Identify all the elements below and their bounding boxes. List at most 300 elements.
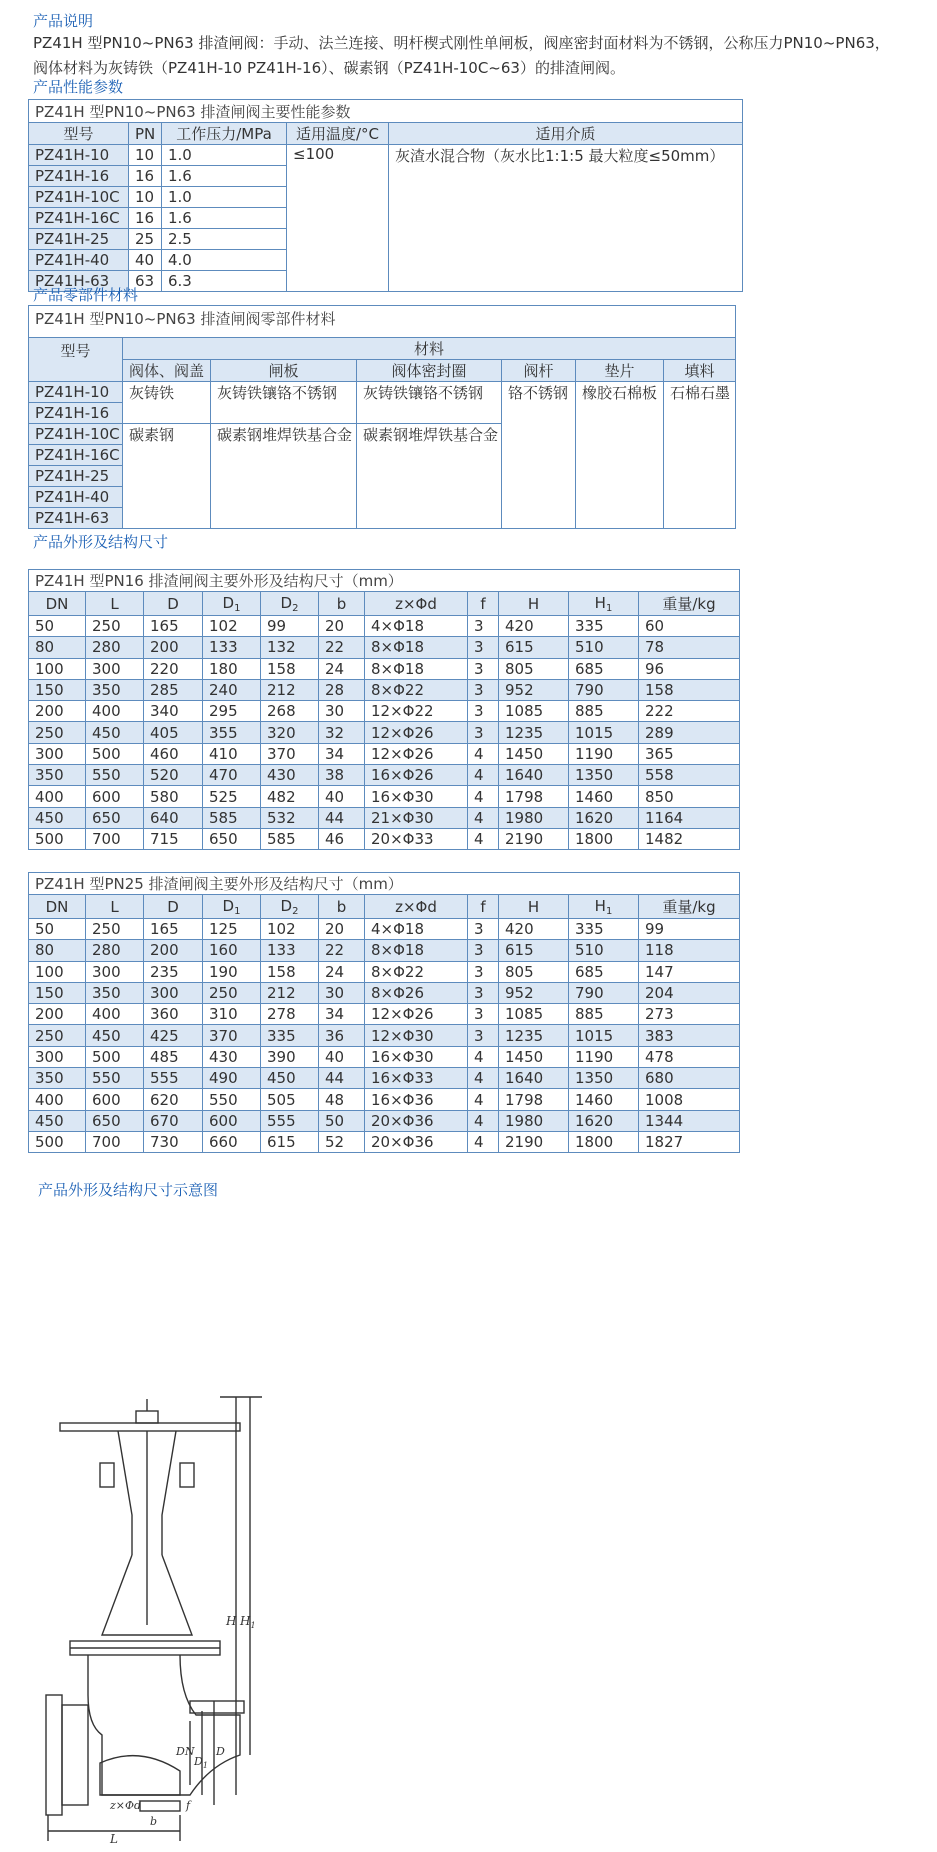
f-cell: 4 [468, 1068, 499, 1089]
dn-cell: 400 [29, 1089, 86, 1110]
zd-cell: 12×Φ22 [365, 701, 468, 722]
zd-cell: 8×Φ22 [365, 679, 468, 700]
d-cell: 485 [144, 1046, 203, 1067]
part-header-packing: 填料 [664, 360, 736, 382]
materials-model-header: 型号 [29, 338, 123, 382]
group1-seat: 灰铸铁镶铬不锈钢 [357, 382, 502, 424]
d2-cell: 430 [261, 765, 319, 786]
col-d1-text: D [222, 896, 235, 915]
h-cell: 1085 [499, 701, 569, 722]
h-cell: 952 [499, 679, 569, 700]
d1-cell: 240 [203, 679, 261, 700]
intro-line-1: PZ41H 型PN10~PN63 排渣闸阀：手动、法兰连接、明杆楔式刚性单闸板，阀座密封面材料为不锈钢，公称压力PN10~PN63， [33, 34, 890, 52]
weight-cell: 850 [639, 786, 740, 807]
d1-cell: 470 [203, 765, 261, 786]
weight-cell: 1827 [639, 1131, 740, 1152]
h-cell: 1640 [499, 1068, 569, 1089]
h1-cell: 1350 [569, 1068, 639, 1089]
zd-cell: 4×Φ18 [365, 616, 468, 637]
d1-cell: 160 [203, 940, 261, 961]
pressure-cell: 1.6 [162, 208, 287, 229]
d1-cell: 525 [203, 786, 261, 807]
pressure-cell: 1.0 [162, 187, 287, 208]
label-zd: z×Φd [110, 1799, 142, 1812]
f-cell: 3 [468, 722, 499, 743]
material-model: PZ41H-63 [29, 508, 123, 529]
weight-cell: 78 [639, 637, 740, 658]
weight-cell: 158 [639, 679, 740, 700]
col-h1 [569, 895, 639, 919]
materials-heading: 产品零部件材料 [33, 286, 139, 304]
header-model: 型号 [29, 123, 129, 145]
col-weight: 重量/kg [639, 895, 740, 919]
part-header-gate: 闸板 [211, 360, 357, 382]
dn-cell: 350 [29, 765, 86, 786]
f-cell: 4 [468, 786, 499, 807]
yoke-bolt-left [100, 1463, 114, 1487]
label-h1-text: H [240, 1614, 251, 1628]
material-model: PZ41H-40 [29, 487, 123, 508]
h-cell: 615 [499, 940, 569, 961]
dn-cell: 100 [29, 961, 86, 982]
diagram-heading: 产品外形及结构尺寸示意图 [38, 1181, 219, 1199]
l-cell: 700 [86, 1131, 144, 1152]
col-b: b [319, 895, 365, 919]
h1-cell: 1015 [569, 1025, 639, 1046]
l-cell: 550 [86, 765, 144, 786]
label-d: D [216, 1745, 225, 1758]
col-h1-text: H [594, 896, 606, 915]
d-cell: 360 [144, 1004, 203, 1025]
pressure-cell: 2.5 [162, 229, 287, 250]
d2-cell: 450 [261, 1068, 319, 1089]
zd-cell: 12×Φ26 [365, 722, 468, 743]
label-h: H [226, 1614, 237, 1628]
b-cell: 44 [319, 807, 365, 828]
col-d2-text: D [280, 593, 293, 612]
f-cell: 4 [468, 828, 499, 849]
valve-diagram [40, 1395, 280, 1847]
dn-cell: 200 [29, 701, 86, 722]
d2-cell: 335 [261, 1025, 319, 1046]
label-d1-sub: 1 [202, 1761, 208, 1770]
d2-cell: 102 [261, 919, 319, 940]
l-cell: 650 [86, 807, 144, 828]
d1-cell: 650 [203, 828, 261, 849]
d2-cell: 212 [261, 982, 319, 1003]
pn-cell: 63 [129, 271, 162, 292]
dn-cell: 80 [29, 940, 86, 961]
label-b: b [150, 1815, 158, 1828]
l-cell: 500 [86, 1046, 144, 1067]
label-d1 [193, 1755, 208, 1770]
h1-cell: 885 [569, 701, 639, 722]
l-cell: 350 [86, 982, 144, 1003]
wedge [100, 1756, 180, 1795]
h-cell: 1450 [499, 1046, 569, 1067]
dimension-row [29, 940, 740, 961]
pressure-cell: 4.0 [162, 250, 287, 271]
f-cell: 3 [468, 1004, 499, 1025]
weight-cell: 96 [639, 658, 740, 679]
pn-cell: 25 [129, 229, 162, 250]
l-cell: 350 [86, 679, 144, 700]
dimension-row [29, 1110, 740, 1131]
part-header-gasket: 垫片 [576, 360, 664, 382]
d2-cell: 505 [261, 1089, 319, 1110]
label-dn: DN [176, 1745, 195, 1758]
model-cell: PZ41H-40 [29, 250, 129, 271]
l-cell: 600 [86, 786, 144, 807]
b-cell: 24 [319, 658, 365, 679]
weight-cell: 1344 [639, 1110, 740, 1131]
d2-cell: 133 [261, 940, 319, 961]
model-cell: PZ41H-10 [29, 145, 129, 166]
col-f: f [468, 592, 499, 616]
dn-cell: 500 [29, 828, 86, 849]
dimension-row [29, 1025, 740, 1046]
dimension-row [29, 786, 740, 807]
d-cell: 580 [144, 786, 203, 807]
l-cell: 280 [86, 940, 144, 961]
weight-cell: 60 [639, 616, 740, 637]
f-cell: 3 [468, 961, 499, 982]
l-cell: 550 [86, 1068, 144, 1089]
f-cell: 3 [468, 940, 499, 961]
dn-cell: 450 [29, 1110, 86, 1131]
h-cell: 2190 [499, 828, 569, 849]
d1-cell: 310 [203, 1004, 261, 1025]
h1-cell: 1460 [569, 786, 639, 807]
d1-cell: 355 [203, 722, 261, 743]
d-cell: 715 [144, 828, 203, 849]
weight-cell: 118 [639, 940, 740, 961]
b-cell: 32 [319, 722, 365, 743]
h1-cell: 1190 [569, 743, 639, 764]
header-temperature: 适用温度/°C [287, 123, 389, 145]
d-cell: 555 [144, 1068, 203, 1089]
d1-cell: 410 [203, 743, 261, 764]
dn-cell: 350 [29, 1068, 86, 1089]
label-l: L [110, 1832, 118, 1846]
d2-cell: 212 [261, 679, 319, 700]
col-weight: 重量/kg [639, 592, 740, 616]
d-cell: 285 [144, 679, 203, 700]
part-header-seat: 阀体密封圈 [357, 360, 502, 382]
f-cell: 4 [468, 765, 499, 786]
dn-cell: 300 [29, 1046, 86, 1067]
header-medium: 适用介质 [389, 123, 743, 145]
h1-cell: 335 [569, 919, 639, 940]
l-cell: 700 [86, 828, 144, 849]
col-d1-text: D [222, 593, 235, 612]
h1-cell: 1620 [569, 1110, 639, 1131]
l-cell: 250 [86, 616, 144, 637]
f-cell: 3 [468, 982, 499, 1003]
h-cell: 1980 [499, 1110, 569, 1131]
dimension-row [29, 658, 740, 679]
dimensions-heading: 产品外形及结构尺寸 [33, 533, 169, 551]
col-d2-sub: 2 [292, 905, 299, 917]
pn25-table [28, 872, 740, 1153]
b-cell: 48 [319, 1089, 365, 1110]
zd-cell: 21×Φ30 [365, 807, 468, 828]
dimension-row [29, 743, 740, 764]
f-cell: 3 [468, 1025, 499, 1046]
d-cell: 640 [144, 807, 203, 828]
col-f: f [468, 895, 499, 919]
dimension-row [29, 982, 740, 1003]
d1-cell: 125 [203, 919, 261, 940]
dimension-row [29, 828, 740, 849]
model-cell: PZ41H-10C [29, 187, 129, 208]
l-cell: 250 [86, 919, 144, 940]
b-cell: 22 [319, 940, 365, 961]
zd-cell: 4×Φ18 [365, 919, 468, 940]
dn-cell: 50 [29, 616, 86, 637]
h-cell: 1640 [499, 765, 569, 786]
b-cell: 52 [319, 1131, 365, 1152]
flange-bolt [140, 1801, 180, 1811]
d-cell: 220 [144, 658, 203, 679]
f-cell: 4 [468, 1046, 499, 1067]
group2-gate: 碳素钢堆焊铁基合金 [211, 424, 357, 529]
h-cell: 805 [499, 658, 569, 679]
group2-seat: 碳素钢堆焊铁基合金 [357, 424, 502, 529]
h1-cell: 1800 [569, 1131, 639, 1152]
dimension-row [29, 701, 740, 722]
zd-cell: 20×Φ33 [365, 828, 468, 849]
d2-cell: 555 [261, 1110, 319, 1131]
zd-cell: 16×Φ26 [365, 765, 468, 786]
zd-cell: 16×Φ33 [365, 1068, 468, 1089]
l-cell: 300 [86, 961, 144, 982]
l-cell: 450 [86, 722, 144, 743]
d-cell: 460 [144, 743, 203, 764]
col-h1 [569, 592, 639, 616]
d2-cell: 99 [261, 616, 319, 637]
h1-cell: 685 [569, 658, 639, 679]
b-cell: 36 [319, 1025, 365, 1046]
h-cell: 1235 [499, 1025, 569, 1046]
weight-cell: 1482 [639, 828, 740, 849]
dn-cell: 500 [29, 1131, 86, 1152]
materials-table [28, 305, 736, 529]
zd-cell: 12×Φ26 [365, 743, 468, 764]
pressure-cell: 1.0 [162, 145, 287, 166]
b-cell: 30 [319, 982, 365, 1003]
weight-cell: 1008 [639, 1089, 740, 1110]
h1-cell: 510 [569, 940, 639, 961]
l-cell: 400 [86, 1004, 144, 1025]
performance-caption: PZ41H 型PN10~PN63 排渣闸阀主要性能参数 [29, 100, 743, 123]
weight-cell: 222 [639, 701, 740, 722]
h1-cell: 510 [569, 637, 639, 658]
col-b: b [319, 592, 365, 616]
col-d1 [203, 592, 261, 616]
zd-cell: 8×Φ18 [365, 658, 468, 679]
h1-cell: 790 [569, 982, 639, 1003]
col-d: D [144, 592, 203, 616]
intro-line-2: 阀体材料为灰铸铁（PZ41H-10 PZ41H-16）、碳素钢（PZ41H-10C~63）的排渣闸阀。 [33, 59, 625, 77]
temperature-cell: ≤100 [287, 145, 389, 292]
b-cell: 40 [319, 1046, 365, 1067]
b-cell: 34 [319, 743, 365, 764]
zd-cell: 16×Φ30 [365, 1046, 468, 1067]
h-cell: 1085 [499, 1004, 569, 1025]
pn16-table [28, 569, 740, 850]
d2-cell: 482 [261, 786, 319, 807]
performance-heading: 产品性能参数 [33, 78, 124, 96]
pressure-cell: 6.3 [162, 271, 287, 292]
dn-cell: 450 [29, 807, 86, 828]
f-cell: 4 [468, 807, 499, 828]
weight-cell: 273 [639, 1004, 740, 1025]
left-flange-neck [62, 1705, 88, 1805]
zd-cell: 16×Φ30 [365, 786, 468, 807]
f-cell: 3 [468, 919, 499, 940]
col-d2-sub: 2 [292, 602, 299, 614]
pn-cell: 10 [129, 145, 162, 166]
d1-cell: 585 [203, 807, 261, 828]
dn-cell: 250 [29, 722, 86, 743]
h-cell: 1450 [499, 743, 569, 764]
weight-cell: 1164 [639, 807, 740, 828]
d1-cell: 190 [203, 961, 261, 982]
h1-cell: 1015 [569, 722, 639, 743]
model-cell: PZ41H-16C [29, 208, 129, 229]
weight-cell: 99 [639, 919, 740, 940]
f-cell: 3 [468, 658, 499, 679]
b-cell: 30 [319, 701, 365, 722]
group2-body: 碳素钢 [123, 424, 211, 529]
d2-cell: 320 [261, 722, 319, 743]
intro-heading: 产品说明 [33, 12, 94, 30]
dn-cell: 100 [29, 658, 86, 679]
zd-cell: 8×Φ26 [365, 982, 468, 1003]
material-model: PZ41H-16C [29, 445, 123, 466]
model-cell: PZ41H-63 [29, 271, 129, 292]
stem-material: 铬不锈钢 [502, 382, 576, 529]
h1-cell: 1190 [569, 1046, 639, 1067]
d1-cell: 133 [203, 637, 261, 658]
part-header-body: 阀体、阀盖 [123, 360, 211, 382]
label-h1 [239, 1614, 256, 1630]
d-cell: 235 [144, 961, 203, 982]
dimension-row [29, 961, 740, 982]
dn-cell: 50 [29, 919, 86, 940]
col-d1-sub: 1 [234, 602, 241, 614]
yoke-bolt-right [180, 1463, 194, 1487]
f-cell: 3 [468, 637, 499, 658]
d-cell: 200 [144, 637, 203, 658]
d1-cell: 102 [203, 616, 261, 637]
col-dn: DN [29, 895, 86, 919]
dn-cell: 150 [29, 679, 86, 700]
b-cell: 34 [319, 1004, 365, 1025]
gasket-material: 橡胶石棉板 [576, 382, 664, 529]
l-cell: 600 [86, 1089, 144, 1110]
d2-cell: 585 [261, 828, 319, 849]
dimension-row [29, 807, 740, 828]
dimension-row [29, 722, 740, 743]
b-cell: 50 [319, 1110, 365, 1131]
h1-cell: 790 [569, 679, 639, 700]
zd-cell: 16×Φ36 [365, 1089, 468, 1110]
dimension-row [29, 1004, 740, 1025]
d2-cell: 268 [261, 701, 319, 722]
zd-cell: 8×Φ18 [365, 940, 468, 961]
dn-cell: 400 [29, 786, 86, 807]
weight-cell: 558 [639, 765, 740, 786]
dn-cell: 150 [29, 982, 86, 1003]
dn-cell: 80 [29, 637, 86, 658]
l-cell: 300 [86, 658, 144, 679]
f-cell: 4 [468, 743, 499, 764]
weight-cell: 204 [639, 982, 740, 1003]
d-cell: 300 [144, 982, 203, 1003]
d-cell: 405 [144, 722, 203, 743]
col-zd: z×Φd [365, 592, 468, 616]
group1-gate: 灰铸铁镶铬不锈钢 [211, 382, 357, 424]
d-cell: 200 [144, 940, 203, 961]
pn16-caption: PZ41H 型PN16 排渣闸阀主要外形及结构尺寸（mm） [29, 570, 740, 592]
col-l: L [86, 895, 144, 919]
materials-caption: PZ41H 型PN10~PN63 排渣闸阀零部件材料 [29, 306, 736, 338]
d1-cell: 295 [203, 701, 261, 722]
dimension-row [29, 637, 740, 658]
h-cell: 805 [499, 961, 569, 982]
f-cell: 3 [468, 701, 499, 722]
h1-cell: 1350 [569, 765, 639, 786]
b-cell: 24 [319, 961, 365, 982]
col-h: H [499, 592, 569, 616]
f-cell: 3 [468, 679, 499, 700]
b-cell: 38 [319, 765, 365, 786]
weight-cell: 289 [639, 722, 740, 743]
f-cell: 4 [468, 1089, 499, 1110]
material-model: PZ41H-10C [29, 424, 123, 445]
d1-cell: 600 [203, 1110, 261, 1131]
b-cell: 46 [319, 828, 365, 849]
model-cell: PZ41H-16 [29, 166, 129, 187]
pn-cell: 40 [129, 250, 162, 271]
d1-cell: 430 [203, 1046, 261, 1067]
b-cell: 22 [319, 637, 365, 658]
d-cell: 340 [144, 701, 203, 722]
dn-cell: 300 [29, 743, 86, 764]
col-h1-sub: 1 [605, 905, 613, 917]
d-cell: 520 [144, 765, 203, 786]
col-h1-sub: 1 [605, 602, 613, 614]
valve-body [88, 1655, 240, 1795]
h-cell: 1798 [499, 786, 569, 807]
materials-material-header: 材料 [123, 338, 736, 360]
dimension-row [29, 679, 740, 700]
f-cell: 4 [468, 1110, 499, 1131]
h1-cell: 1620 [569, 807, 639, 828]
col-h: H [499, 895, 569, 919]
pressure-cell: 1.6 [162, 166, 287, 187]
zd-cell: 8×Φ22 [365, 961, 468, 982]
col-dn: DN [29, 592, 86, 616]
header-pressure: 工作压力/MPa [162, 123, 287, 145]
d-cell: 425 [144, 1025, 203, 1046]
stem-nut [136, 1411, 158, 1423]
zd-cell: 20×Φ36 [365, 1110, 468, 1131]
l-cell: 500 [86, 743, 144, 764]
d2-cell: 278 [261, 1004, 319, 1025]
